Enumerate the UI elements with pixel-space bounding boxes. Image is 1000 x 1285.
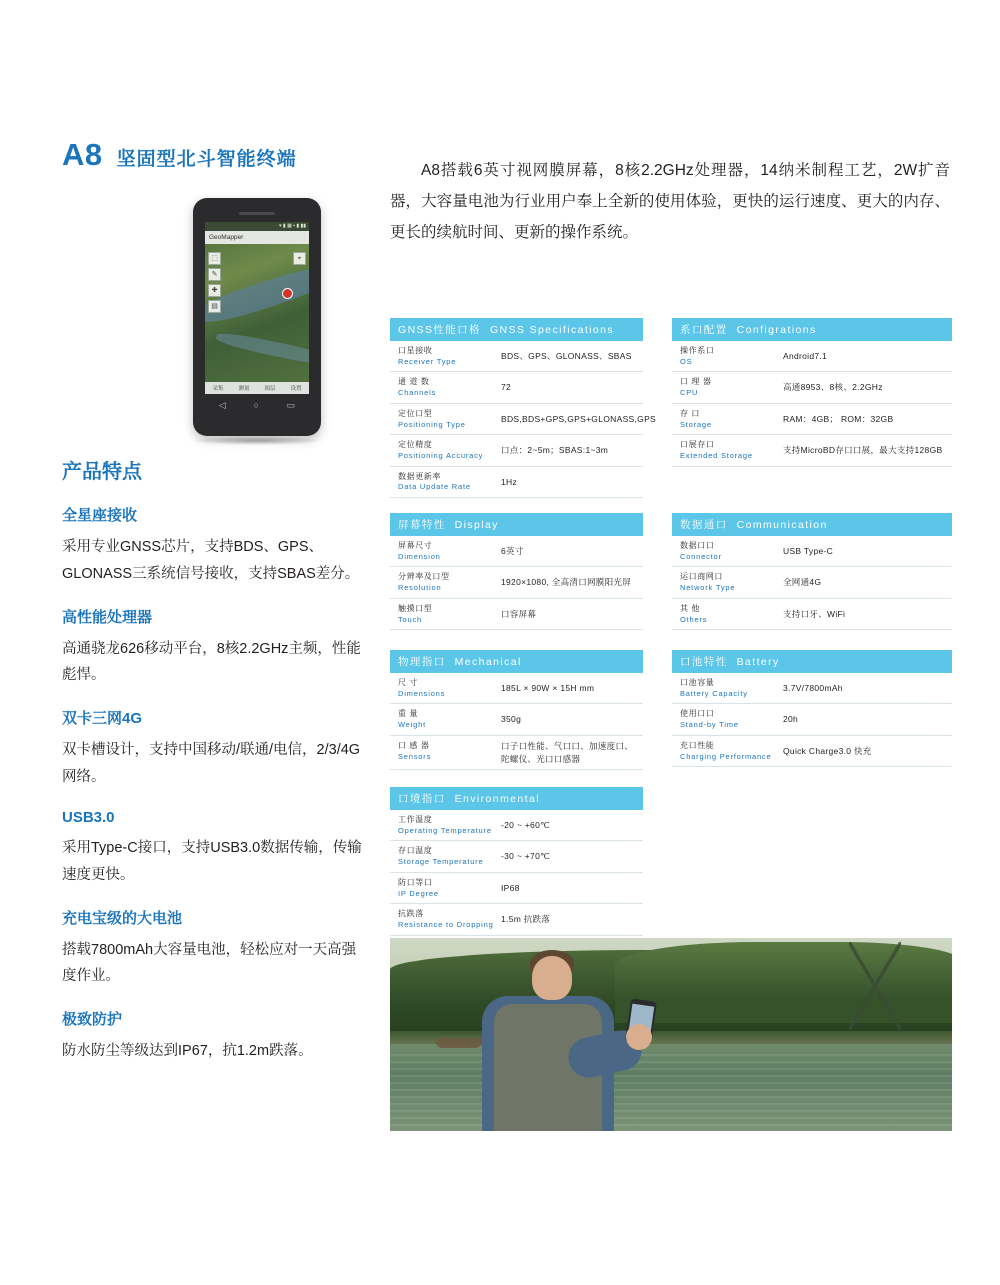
spec-label (398, 740, 501, 766)
feature-item (62, 504, 362, 588)
spec-header-en: Communication (736, 519, 828, 531)
spec-label-en: Resolution (398, 583, 442, 593)
feature-item (62, 907, 362, 991)
device-speaker (239, 212, 275, 215)
spec-value: 1Hz (501, 476, 518, 487)
spec-row (672, 567, 952, 598)
feature-text: 防水防尘等级达到IP67，抗1.2m跌落。 (62, 1043, 313, 1060)
spec-row (672, 704, 952, 735)
spec-label-en: Dimension (398, 551, 441, 561)
feature-heading: 充电宝级的大电池 (62, 909, 183, 927)
spec-label-en: Battery Capacity (680, 688, 748, 698)
spec-table-header (672, 650, 952, 673)
page-title (62, 137, 297, 173)
spec-row (390, 841, 643, 872)
bottom-item-settings[interactable]: 设置 (290, 386, 302, 392)
spec-row (672, 736, 952, 767)
feature-item (62, 606, 362, 690)
spec-label (398, 814, 501, 836)
spec-label (398, 708, 501, 730)
spec-header-en: Mechanical (454, 656, 522, 668)
spec-row (390, 341, 643, 372)
spec-label-cn: 操作系口 (680, 346, 715, 355)
spec-value: 高通8953、8核、2.2GHz (783, 382, 883, 393)
spec-label-cn: 口 理 器 (680, 377, 712, 387)
nav-back-icon[interactable]: ◁ (218, 399, 226, 410)
spec-label (398, 877, 501, 899)
spec-value: 口点：2~5m；SBAS:1~3m (501, 445, 609, 456)
spec-label-cn: 定位口型 (398, 408, 433, 418)
spec-label-en: Dimensions (398, 688, 446, 698)
feature-text: 搭载7800mAh大容量电池，轻松应对一天高强度作业。 (62, 941, 357, 985)
spec-value: 72 (501, 382, 512, 393)
spec-row (672, 341, 952, 372)
spec-label-en: IP Degree (398, 888, 439, 898)
features-section (62, 455, 362, 1083)
spec-value: Quick Charge3.0 快充 (783, 745, 872, 756)
status-icons: ▾ ▮ ▦ ▪ ▮ ▮▮ (279, 223, 306, 229)
spec-label (398, 376, 501, 398)
feature-text: 高通骁龙626移动平台，8核2.2GHz主频，性能彪悍。 (62, 640, 361, 684)
spec-table-configuration (672, 318, 952, 467)
photo-person-hand (626, 1024, 652, 1050)
spec-label-cn: 抗跌落 (398, 909, 424, 919)
bottom-item-layer[interactable]: 图层 (264, 386, 276, 392)
spec-label-cn: 分辨率及口型 (398, 572, 450, 582)
spec-table-header (390, 650, 643, 673)
spec-label (398, 677, 501, 699)
spec-label-en: Storage (680, 419, 712, 429)
spec-row (390, 704, 643, 735)
feature-heading: 全星座接收 (62, 507, 138, 524)
spec-label-cn: 重 量 (398, 709, 419, 719)
spec-label-cn: 其 他 (680, 603, 701, 613)
app-title-bar (205, 231, 309, 244)
spec-header-en: Environmental (454, 793, 540, 805)
spec-header-cn: GNSS性能口格 (398, 324, 481, 336)
spec-row (390, 810, 643, 841)
spec-table-mechanical (390, 650, 643, 770)
spec-value: IP68 (501, 882, 520, 893)
spec-header-cn: 口境指口 (398, 793, 446, 805)
feature-item (62, 809, 362, 889)
spec-label (398, 571, 501, 593)
app-bottom-bar (205, 382, 309, 394)
spec-value: Android7.1 (783, 350, 828, 361)
feature-heading: 双卡三网4G (62, 710, 143, 728)
feature-item (62, 1008, 362, 1065)
spec-table-header (390, 513, 643, 536)
photo-pylon (849, 942, 901, 1030)
spec-label-en: Resistance to Dropping (398, 920, 494, 929)
spec-label (398, 345, 501, 367)
spec-label (680, 439, 783, 461)
map-river-secondary (215, 330, 309, 369)
feature-item (62, 707, 362, 791)
device-screen (205, 222, 309, 394)
spec-row (672, 599, 952, 630)
spec-label-cn: 使用口口 (680, 709, 715, 719)
spec-header-en: GNSS Specifications (489, 324, 615, 336)
tool-add-icon[interactable]: ✚ (208, 284, 221, 297)
status-bar (205, 222, 309, 231)
feature-text: 采用Type-C接口，支持USB3.0数据传输，传输速度更快。 (62, 839, 362, 883)
spec-header-cn: 屏幕特性 (398, 519, 446, 531)
spec-label-cn: 口星接收 (398, 346, 433, 355)
spec-label-cn: 屏幕尺寸 (398, 541, 433, 550)
feature-text: 双卡槽设计，支持中国移动/联通/电信，2/3/4G网络。 (62, 742, 361, 786)
spec-label-en: Network Type (680, 583, 736, 593)
spec-value: 全网通4G (783, 577, 822, 588)
spec-value: 1920×1080, 全高清口网膜阳光屏 (501, 577, 632, 588)
spec-value: 350g (501, 714, 522, 725)
spec-label-en: Touch (398, 614, 423, 624)
photo-water-shimmer (390, 1054, 952, 1131)
spec-value: 3.7V/7800mAh (783, 682, 843, 693)
spec-label (680, 740, 783, 762)
spec-row (390, 536, 643, 567)
spec-label (680, 345, 783, 367)
lifestyle-photo (390, 938, 952, 1131)
spec-label (398, 603, 501, 625)
spec-table-header (390, 318, 643, 341)
spec-label-cn: 定位精度 (398, 440, 433, 450)
spec-table-gnss (390, 318, 657, 498)
nav-home-icon[interactable]: ○ (253, 400, 259, 410)
tool-edit-icon[interactable]: ✎ (208, 268, 221, 281)
spec-value: BDS、GPS、GLONASS、SBAS (501, 350, 632, 361)
spec-value: 支持口牙、WiFi (783, 608, 846, 619)
photo-person-head (532, 956, 572, 1000)
product-model: A8 (62, 137, 103, 172)
spec-label-en: Others (680, 614, 708, 624)
spec-value: -30 ~ +70℃ (501, 851, 550, 862)
spec-label-en: Data Update Rate (398, 482, 471, 492)
spec-value: -20 ~ +60℃ (501, 819, 550, 830)
spec-label (398, 908, 501, 930)
spec-label-en: Storage Temperature (398, 857, 484, 867)
tool-search-icon[interactable]: ⌖ (293, 252, 306, 265)
spec-label-cn: 运口商网口 (680, 572, 723, 582)
tool-select-icon[interactable]: ⬚ (208, 252, 221, 265)
spec-label-en: Receiver Type (398, 356, 457, 366)
device-nav-bar (205, 397, 309, 413)
spec-label (680, 376, 783, 398)
spec-header-en: Display (454, 519, 499, 531)
feature-heading: USB3.0 (62, 808, 115, 826)
spec-value: 1.5m 抗跌落 (501, 914, 551, 925)
spec-label-en: Stand-by Time (680, 720, 739, 730)
spec-table-display (390, 513, 643, 630)
spec-label-cn: 工作温度 (398, 815, 433, 824)
spec-row (390, 404, 657, 435)
app-name: GeoMapper (209, 234, 244, 241)
spec-label-en: Sensors (398, 751, 432, 761)
map-marker-icon (282, 288, 293, 299)
spec-label-en: Positioning Accuracy (398, 451, 484, 460)
spec-label-cn: 充口性能 (680, 740, 715, 750)
product-intro: A8搭载6英寸视网膜屏幕，8核2.2GHz处理器，14纳米制程工艺，2W扩音器，大容量电池为行业用户奉上全新的使用体验，更快的运行速度、更大的内存、更长的续航时间、更新的操作系统。 (390, 162, 950, 241)
tool-layers-icon[interactable]: ▤ (208, 300, 221, 313)
spec-row (390, 435, 643, 466)
spec-label (680, 603, 783, 625)
footer-bar (0, 1269, 1000, 1285)
spec-label (398, 408, 501, 430)
spec-row (390, 736, 643, 771)
spec-header-en: Configrations (736, 324, 817, 336)
spec-label-cn: 存口温度 (398, 846, 433, 856)
spec-label (398, 471, 501, 493)
spec-value: 口子口性能、气口口、加速度口、陀螺仪、光口口感器 (501, 740, 634, 764)
spec-label-cn: 数据口口 (680, 541, 715, 550)
spec-label (680, 571, 783, 593)
spec-label (398, 845, 501, 867)
spec-label-cn: 口池容量 (680, 678, 715, 687)
spec-table-header (672, 513, 952, 536)
spec-label-cn: 尺 寸 (398, 678, 419, 687)
spec-label-en: Connector (680, 551, 722, 561)
spec-row (672, 404, 952, 435)
spec-value: 6英寸 (501, 545, 524, 556)
spec-row (390, 372, 643, 403)
spec-label-en: Weight (398, 720, 427, 730)
spec-row (672, 536, 952, 567)
spec-row (672, 673, 952, 704)
spec-label (680, 708, 783, 730)
spec-table-communication (672, 513, 952, 630)
features-title: 产品特点 (62, 461, 142, 483)
spec-value: 口容屏幕 (501, 608, 537, 619)
spec-table-header (672, 318, 952, 341)
spec-label-cn: 触摸口型 (398, 603, 433, 613)
spec-row (390, 567, 643, 598)
spec-value: USB Type-C (783, 545, 834, 556)
spec-row (672, 435, 952, 466)
spec-label (398, 540, 501, 562)
spec-table-environmental (390, 787, 643, 936)
spec-label (680, 408, 783, 430)
bottom-item-measure[interactable]: 测量 (238, 386, 250, 392)
spec-label-en: Extended Storage (680, 451, 753, 460)
spec-label-cn: 口展存口 (680, 440, 715, 450)
spec-label-cn: 通 道 数 (398, 377, 430, 387)
spec-row (390, 467, 643, 498)
spec-label-en: Operating Temperature (398, 825, 492, 835)
spec-header-en: Battery (736, 656, 780, 668)
feature-heading: 高性能处理器 (62, 608, 153, 626)
spec-row (390, 599, 643, 630)
spec-value: RAM：4GB； ROM：32GB (783, 413, 894, 424)
spec-label-en: OS (680, 356, 693, 366)
spec-label-cn: 存 口 (680, 408, 701, 418)
spec-table-header (390, 787, 643, 810)
device-photo (185, 190, 330, 445)
spec-table-battery (672, 650, 952, 767)
device-shadow (191, 436, 323, 445)
spec-row (390, 873, 643, 904)
spec-label-en: Channels (398, 388, 437, 398)
map-tool-column (208, 252, 221, 316)
spec-label-cn: 防口等口 (398, 877, 433, 887)
spec-header-cn: 物理指口 (398, 656, 446, 668)
spec-label-en: CPU (680, 388, 699, 398)
spec-header-cn: 系口配置 (680, 324, 728, 336)
spec-row (672, 372, 952, 403)
spec-label-cn: 数据更新率 (398, 471, 441, 481)
spec-value: BDS,BDS+GPS,GPS+GLONASS,GPS (501, 413, 657, 424)
spec-header-cn: 数据通口 (680, 519, 728, 531)
spec-label (398, 439, 501, 461)
spec-value: 185L × 90W × 15H mm (501, 682, 595, 693)
photo-boat (435, 1038, 483, 1048)
nav-recents-icon[interactable]: ▭ (286, 399, 296, 410)
spec-label-en: Positioning Type (398, 419, 466, 429)
bottom-item-collect[interactable]: 采集 (212, 386, 224, 392)
device-body (193, 198, 321, 436)
spec-label-en: Charging Performance (680, 751, 772, 761)
spec-label (680, 540, 783, 562)
spec-row (390, 673, 643, 704)
spec-value: 支持MicroBD存口口展，最大支持128GB (783, 445, 943, 456)
spec-label (680, 677, 783, 699)
spec-row (390, 904, 643, 935)
spec-label-cn: 口 感 器 (398, 740, 430, 750)
product-subtitle: 坚固型北斗智能终端 (116, 149, 297, 170)
feature-heading: 极致防护 (62, 1011, 123, 1029)
feature-text: 采用专业GNSS芯片，支持BDS、GPS、GLONASS三系统信号接收，支持SBAS差分。 (62, 539, 360, 582)
spec-value: 20h (783, 714, 799, 725)
spec-header-cn: 口池特性 (680, 656, 728, 668)
